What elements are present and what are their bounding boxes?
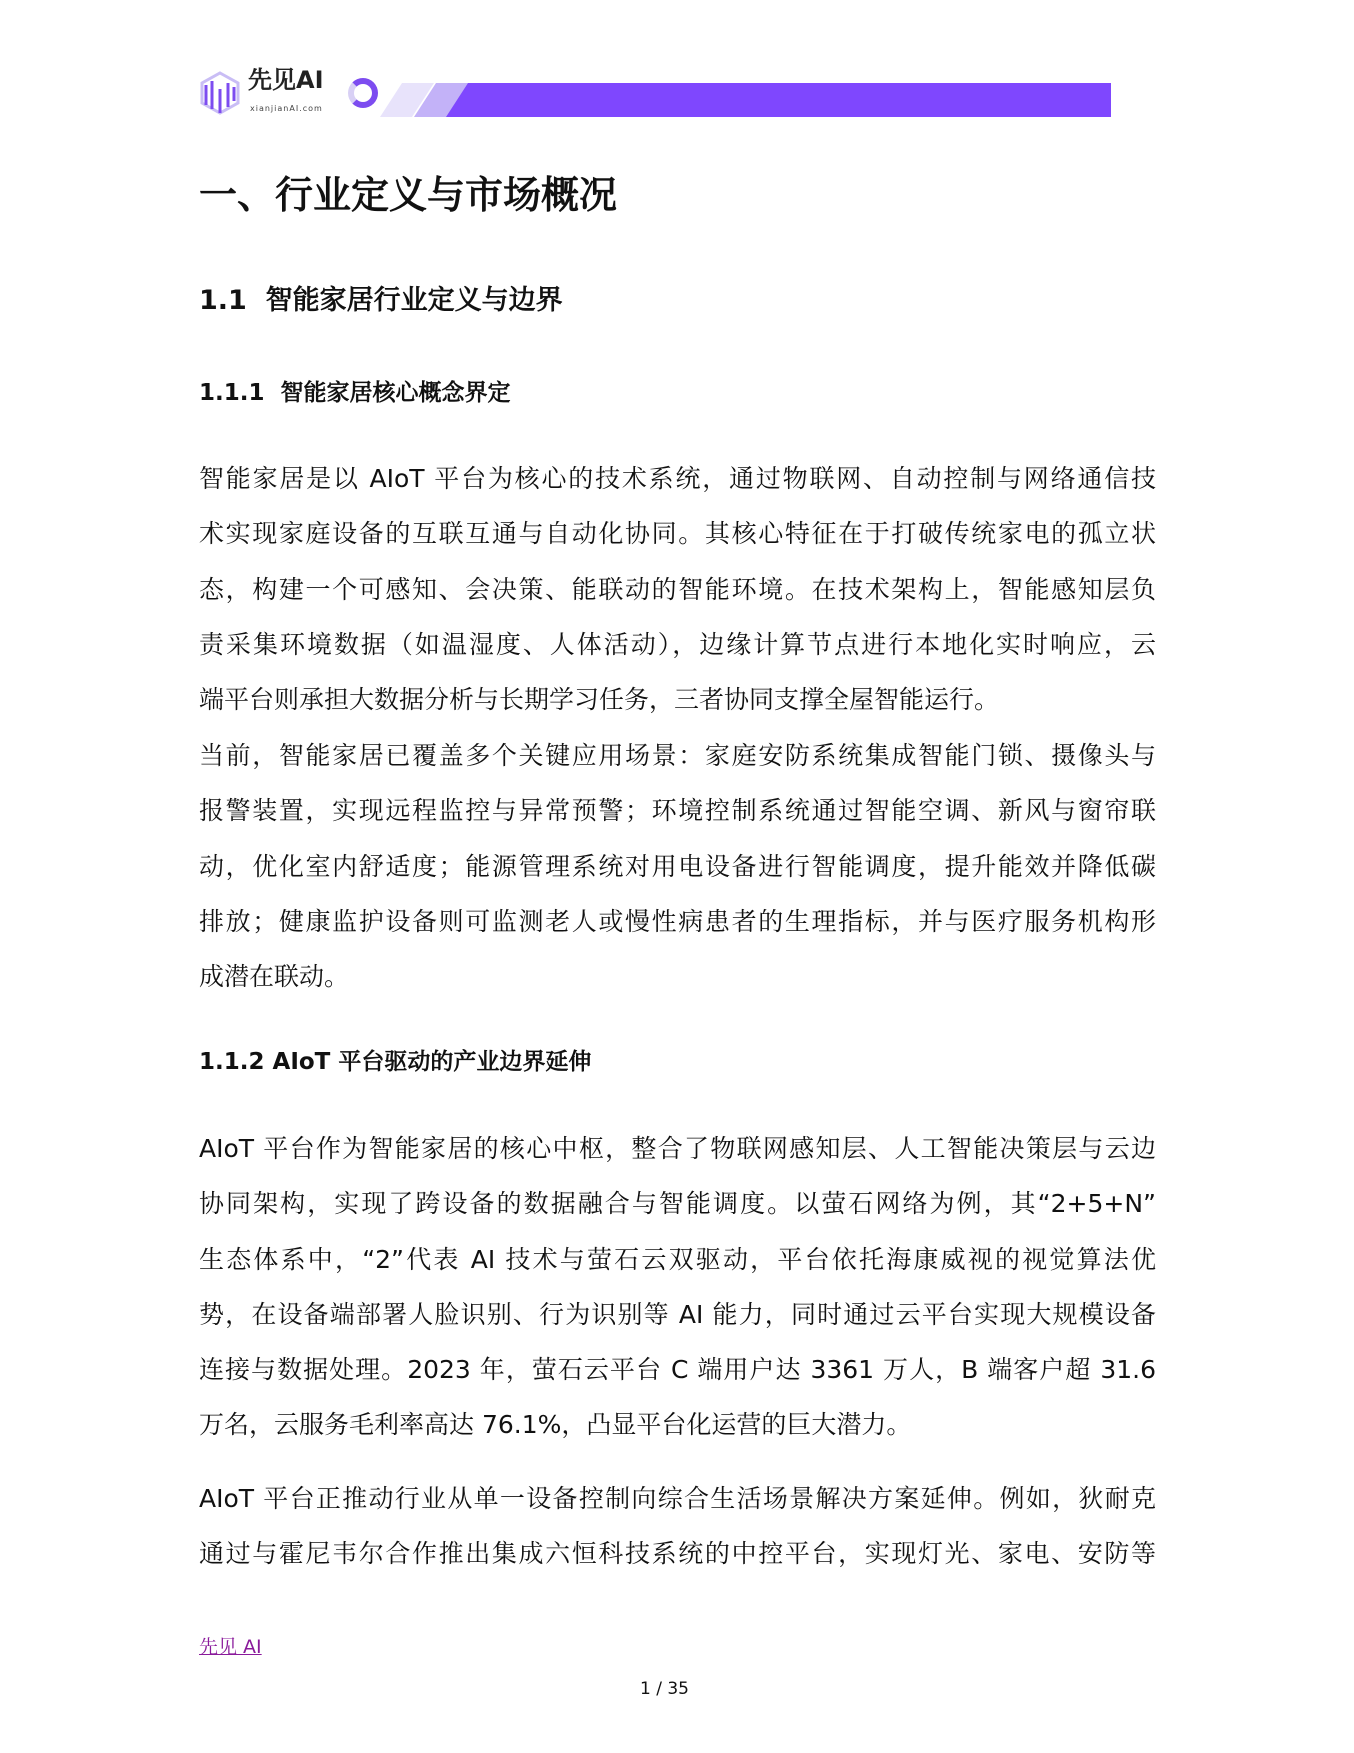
subsection-title: 智能家居核心概念界定 — [280, 380, 511, 406]
header-banner — [380, 83, 1111, 117]
logo-text: 先见AI — [248, 66, 324, 94]
subsection-heading — [199, 377, 511, 409]
page-number: 1 / 35 — [640, 1679, 689, 1699]
text-line: 态，构建一个可感知、会决策、能联动的智能环境。在技术架构上，智能感知层负 — [199, 574, 1156, 604]
paragraph — [199, 1121, 1156, 1453]
text-line: 当前，智能家居已覆盖多个关键应用场景：家庭安防系统集成智能门锁、摄像头与 — [199, 741, 1156, 770]
paragraph — [199, 451, 1156, 727]
text-line: AIoT 平台正推动行业从单一设备控制向综合生活场景解决方案延伸。例如，狄耐克 — [199, 1484, 1156, 1513]
text-line: 成潜在联动。 — [199, 962, 350, 992]
footer-link[interactable]: 先见 AI — [199, 1636, 262, 1658]
text-line: 万名，云服务毛利率高达 76.1%，凸显平台化运营的巨大潜力。 — [199, 1410, 912, 1440]
text-line: AIoT 平台作为智能家居的核心中枢，整合了物联网感知层、人工智能决策层与云边 — [199, 1134, 1156, 1163]
text-line: 通过与霍尼韦尔合作推出集成六恒科技系统的中控平台，实现灯光、家电、安防等 — [199, 1539, 1156, 1569]
logo-cube-icon — [198, 71, 242, 115]
brand-logo — [198, 66, 378, 120]
logo-subtext: xianjianAI.com — [250, 104, 323, 113]
subsection-number: 1.1.1 — [199, 380, 265, 406]
text-line: 排放；健康监护设备则可监测老人或慢性病患者的生理指标，并与医疗服务机构形 — [199, 906, 1156, 936]
section-title: 智能家居行业定义与边界 — [265, 285, 563, 316]
text-line: 生态体系中，“2”代表 AI 技术与萤石云双驱动，平台依托海康威视的视觉算法优 — [199, 1244, 1156, 1274]
section-number: 1.1 — [199, 285, 247, 316]
text-line: 连接与数据处理。2023 年，萤石云平台 C 端用户达 3361 万人，B 端客户超 31.6 — [199, 1355, 1156, 1385]
subsection-heading — [199, 1046, 591, 1078]
text-line: 协同架构，实现了跨设备的数据融合与智能调度。以萤石网络为例，其“2+5+N” — [199, 1189, 1156, 1219]
subsection-number: 1.1.2 — [199, 1049, 265, 1075]
logo-ring-icon — [348, 78, 378, 108]
text-line: 端平台则承担大数据分析与长期学习任务，三者协同支撑全屋智能运行。 — [199, 685, 1000, 715]
text-line: 势，在设备端部署人脸识别、行为识别等 AI 能力，同时通过云平台实现大规模设备 — [199, 1299, 1156, 1329]
paragraph — [199, 728, 1156, 1004]
subsection-title: AIoT 平台驱动的产业边界延伸 — [272, 1049, 592, 1075]
text-line: 术实现家庭设备的互联互通与自动化协同。其核心特征在于打破传统家电的孤立状 — [199, 519, 1156, 549]
text-line: 责采集环境数据（如温湿度、人体活动），边缘计算节点进行本地化实时响应，云 — [199, 629, 1156, 659]
text-line: 智能家居是以 AIoT 平台为核心的技术系统，通过物联网、自动控制与网络通信技 — [199, 464, 1156, 493]
paragraph — [199, 1471, 1156, 1582]
text-line: 动，优化室内舒适度；能源管理系统对用电设备进行智能调度，提升能效并降低碳 — [199, 851, 1156, 881]
page-title: 一、行业定义与市场概况 — [199, 173, 618, 217]
text-line: 报警装置，实现远程监控与异常预警；环境控制系统通过智能空调、新风与窗帘联 — [199, 796, 1156, 826]
section-heading — [199, 283, 563, 319]
